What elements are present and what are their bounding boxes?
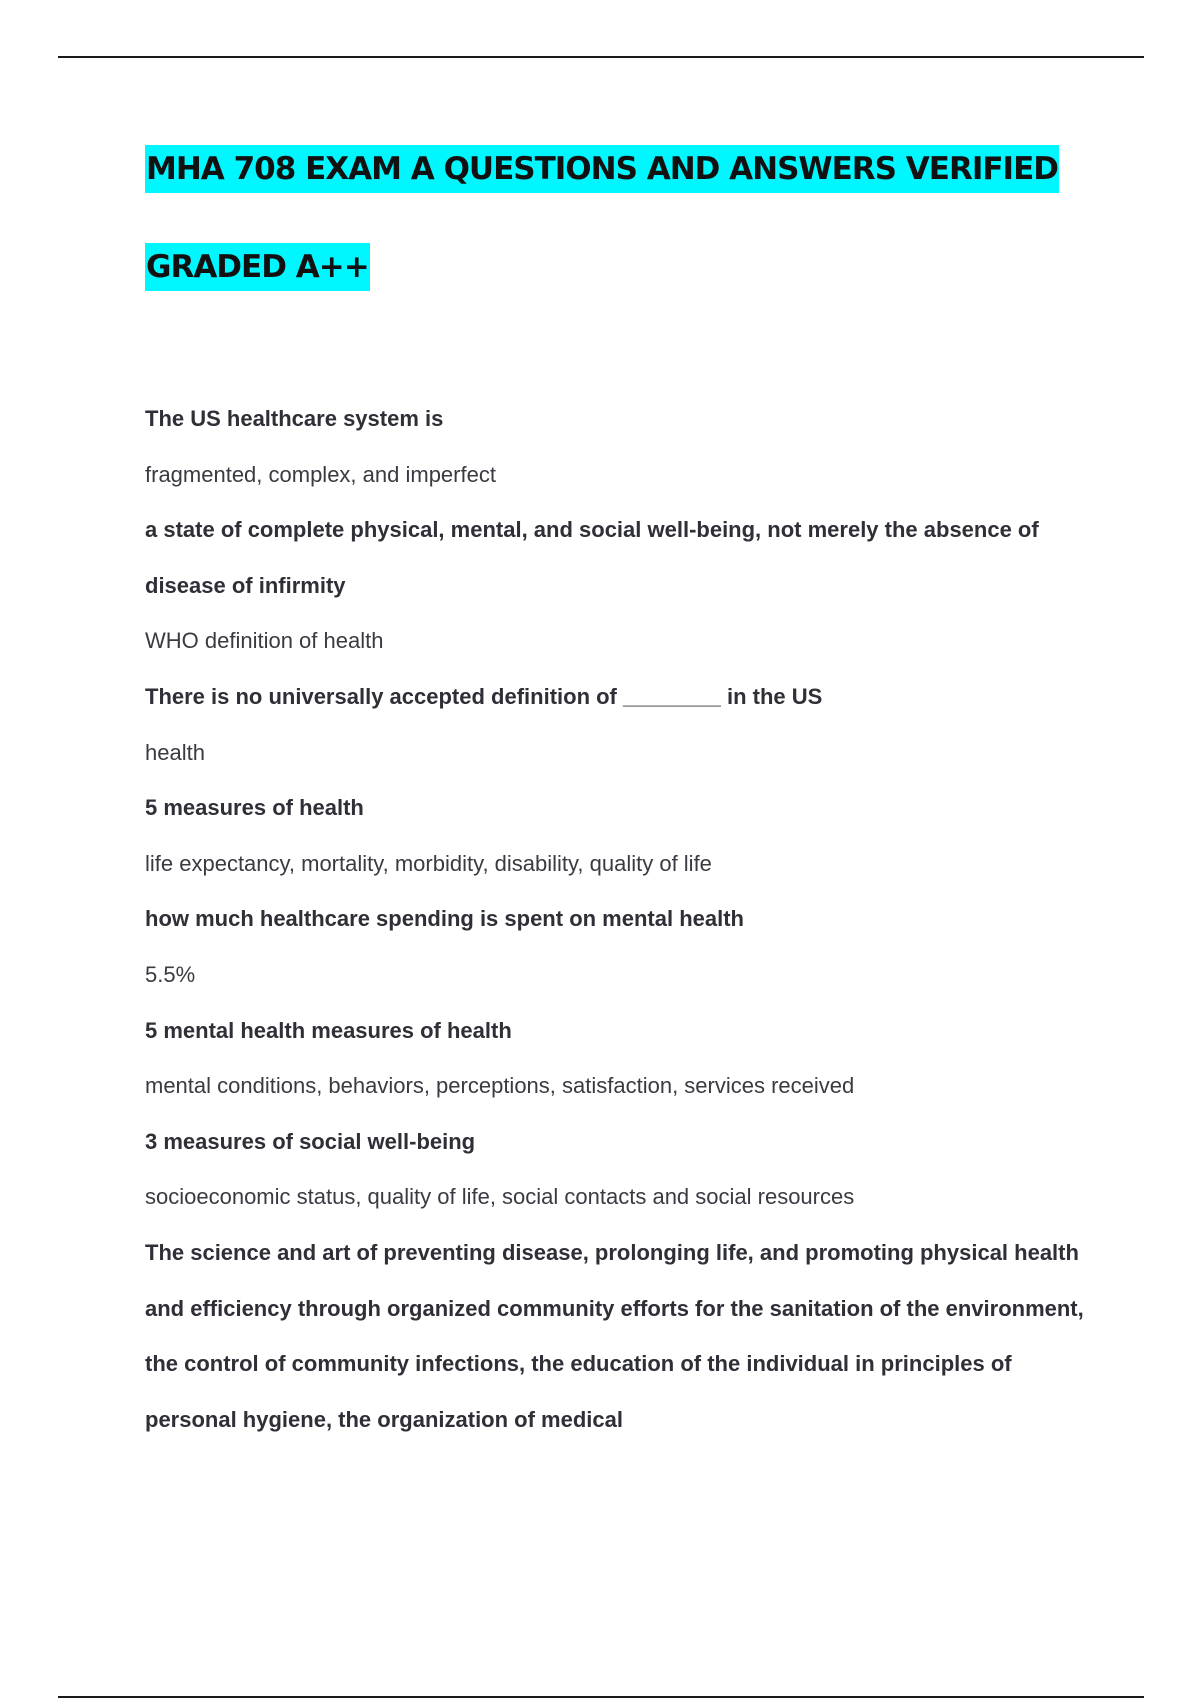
- question-4: 5 measures of health: [145, 795, 364, 821]
- question-3: There is no universally accepted definition of ________ in the US: [145, 683, 823, 709]
- answer-7: socioeconomic status, quality of life, social contacts and social resources: [145, 1184, 855, 1210]
- answer-6: mental conditions, behaviors, perceptions, satisfaction, services received: [145, 1073, 855, 1099]
- answer-4: life expectancy, mortality, morbidity, disability, quality of life: [145, 850, 712, 876]
- header-rule: [58, 56, 1144, 58]
- title-highlight-1: MHA 708 EXAM A QUESTIONS AND ANSWERS VERIFIED: [145, 145, 1059, 193]
- question-7: 3 measures of social well-being: [145, 1128, 476, 1154]
- question-8: The science and art of preventing disease, prolonging life, and promoting physical health and efficiency through organized community efforts for the sanitation of the environment, the control of community infections, the education of the individual in principles of personal hygiene, the organization of medical: [145, 1239, 1084, 1432]
- question-1: The US healthcare system is: [145, 406, 444, 431]
- question-2: a state of complete physical, mental, and social well-being, not merely the absence of disease of infirmity: [145, 517, 1039, 598]
- footer-rule: [58, 1696, 1144, 1698]
- answer-3: health: [145, 739, 205, 765]
- question-5: how much healthcare spending is spent on mental health: [145, 906, 744, 932]
- answer-2: WHO definition of health: [145, 628, 384, 654]
- answer-1: fragmented, complex, and imperfect: [145, 461, 496, 487]
- qa-list: [145, 391, 1085, 1447]
- answer-5: 5.5%: [145, 961, 196, 987]
- question-6: 5 mental health measures of health: [145, 1017, 512, 1043]
- title-highlight-2: GRADED A++: [145, 243, 370, 291]
- document-title-line-1: [145, 145, 1059, 193]
- document-title-line-2: [145, 243, 370, 291]
